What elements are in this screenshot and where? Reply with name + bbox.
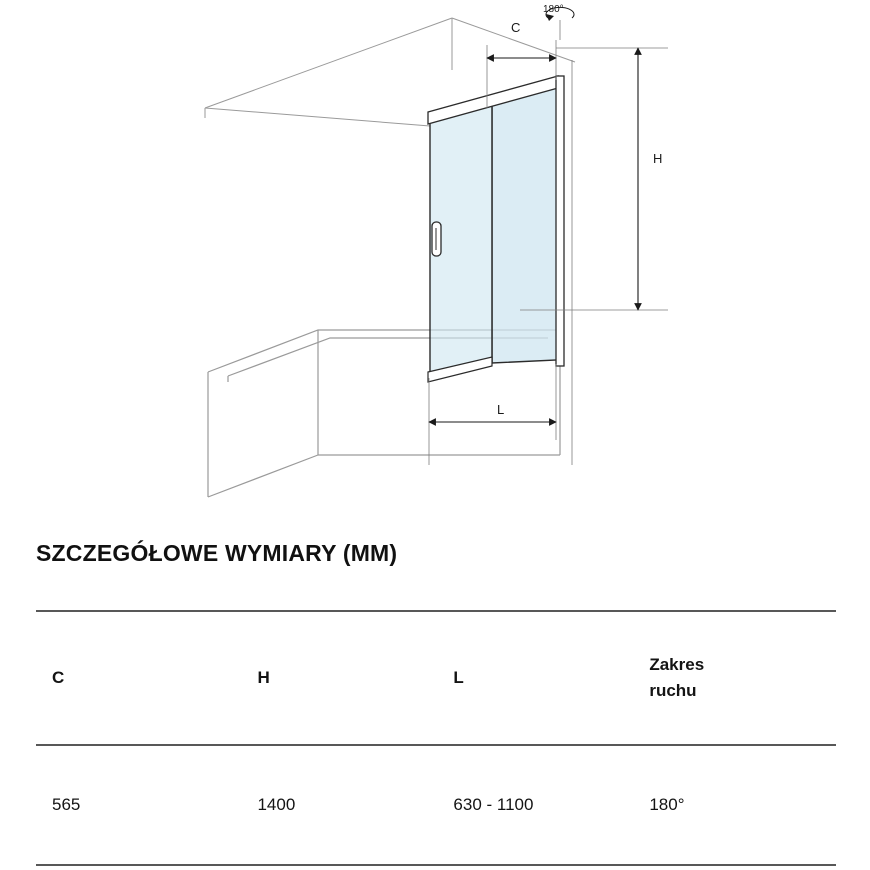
- dimension-label-c: C: [511, 20, 521, 35]
- column-header-c: [36, 611, 257, 745]
- dimension-label-l: L: [497, 402, 505, 417]
- cell-h: 1400: [257, 745, 453, 865]
- cell-range: 180°: [649, 745, 836, 865]
- column-header-range-line2: ruchu: [649, 681, 697, 700]
- glass-panel-fixed: [492, 83, 557, 363]
- section-title: SZCZEGÓŁOWE WYMIARY (MM): [36, 540, 398, 566]
- column-header-l: [453, 611, 649, 745]
- column-header-h-label: H: [257, 667, 270, 687]
- column-header-h: [257, 611, 453, 745]
- cell-l: 630 - 1100: [453, 745, 649, 865]
- rotation-angle-label: 180°: [543, 4, 564, 15]
- glass-screen: [428, 76, 564, 382]
- table-header: [36, 611, 836, 745]
- wall-profile: [556, 76, 564, 366]
- column-header-l-label: L: [453, 667, 464, 687]
- table-header-row: [36, 611, 836, 745]
- table-row: [36, 745, 836, 865]
- column-header-c-label: C: [52, 667, 65, 687]
- dimensions-table: [36, 610, 836, 866]
- dimension-label-h: H: [653, 151, 663, 166]
- column-header-range: [649, 611, 836, 745]
- cell-c: 565: [36, 745, 257, 865]
- table-body: [36, 745, 836, 865]
- column-header-range-line1: Zakres: [649, 654, 705, 674]
